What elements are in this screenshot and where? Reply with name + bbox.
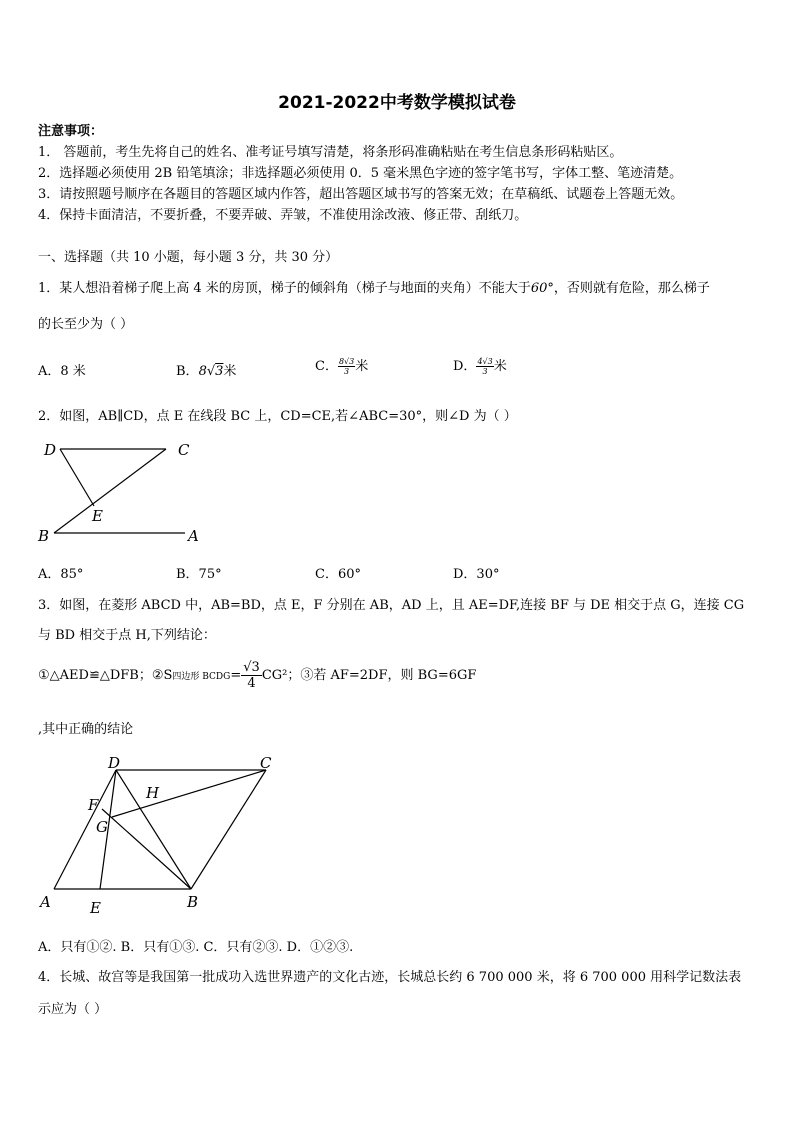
- q2-label-d: D: [44, 441, 57, 459]
- q3-stem-line2: 与 BD 相交于点 H,下列结论：: [38, 628, 216, 643]
- q1-angle: 60°: [530, 281, 554, 296]
- q2-label-a: A: [188, 527, 199, 545]
- q3-label-h: H: [146, 784, 160, 802]
- q2-option-c: C．60°: [315, 567, 361, 582]
- q1-option-a: A．8 米: [38, 364, 86, 379]
- q3-conclusions: ①△AED≌△DFB；②S四边形 BCDG= $\frac{√3}{4}$ CG²；③若 AF=2DF，则 BG=6GF: [38, 660, 477, 691]
- q1-option-d: D． $\frac{4√3}{3}$ 米: [453, 357, 507, 376]
- q2-label-c: C: [178, 441, 190, 459]
- q3-label-f: F: [88, 796, 99, 814]
- q3-label-e: E: [90, 899, 101, 917]
- q2-figure: [30, 435, 210, 550]
- notice-item: 4．保持卡面清洁，不要折叠，不要弄破、弄皱，不准使用涂改液、修正带、刮纸刀。: [38, 208, 528, 223]
- q3-label-c: C: [260, 754, 272, 772]
- q1-stem-pre: 1．某人想沿着梯子爬上高 4 米的房顶，梯子的倾斜角（梯子与地面的夹角）不能大于: [38, 281, 531, 296]
- q1-stem-line2: 的长至少为（ ）: [38, 317, 134, 332]
- q1-option-b: B．8√3米: [176, 364, 237, 379]
- q2-option-b: B．75°: [176, 567, 222, 582]
- q2-option-a: A．85°: [38, 567, 84, 582]
- q3-segment-gc: [112, 770, 266, 817]
- notice-item: 3．请按照题号顺序在各题目的答题区域内作答，超出答题区域书写的答案无效；在草稿纸、试题卷上答题无效。: [38, 187, 684, 202]
- q3-label-d: D: [108, 754, 121, 772]
- q2-segment-cb: [54, 449, 166, 533]
- q2-label-b: B: [38, 527, 50, 545]
- q1-option-c: C． $\frac{8√3}{3}$ 米: [315, 357, 369, 376]
- notice-item: 1． 答题前，考生先将自己的姓名、准考证号填写清楚，将条形码准确粘贴在考生信息条形码粘贴区。: [38, 145, 623, 160]
- q3-label-a: A: [40, 893, 51, 911]
- notice-heading: 注意事项：: [38, 124, 104, 139]
- q1-stem-post: ，否则就有危险，那么梯子: [553, 281, 710, 296]
- q3-segment-fb: [102, 809, 191, 889]
- q3-stem-line1: 3．如图，在菱形 ABCD 中，AB=BD，点 E，F 分别在 AB，AD 上，且 AE=DF,连接 BF 与 DE 相交于点 G，连接 CG: [38, 598, 745, 613]
- q2-label-e: E: [92, 507, 103, 525]
- q2-option-d: D．30°: [453, 567, 500, 582]
- q3-options: A．只有①②. B．只有①③. C．只有②③. D．①②③.: [38, 940, 354, 955]
- q3-label-b: B: [187, 893, 199, 911]
- q4-stem-line1: 4．长城、故宫等是我国第一批成功入选世界遗产的文化古迹，长城总长约 6 700 000 米，将 6 700 000 用科学记数法表: [38, 970, 742, 985]
- section-heading: 一、选择题（共 10 小题，每小题 3 分，共 30 分）: [38, 250, 339, 265]
- q4-stem-line2: 示应为（ ）: [38, 1002, 108, 1017]
- q3-stem-line4: ,其中正确的结论: [38, 722, 134, 737]
- q1-stem-line1: [38, 277, 710, 296]
- q3-segment-bc: [191, 770, 266, 889]
- q3-figure: [30, 750, 290, 922]
- q3-subscript: 四边形 BCDG: [172, 672, 231, 682]
- notice-item: 2．选择题必须使用 2B 铅笔填涂；非选择题必须使用 0．5 毫米黑色字迹的签字笔书写，字体工整、笔迹清楚。: [38, 166, 683, 181]
- q2-stem: 2．如图，AB∥CD，点 E 在线段 BC 上，CD=CE,若∠ABC=30°，则∠D 为（ ）: [38, 409, 517, 424]
- q2-segment-de: [60, 449, 94, 506]
- q3-label-g: G: [96, 818, 108, 836]
- page-title: 2021-2022中考数学模拟试卷: [278, 93, 516, 113]
